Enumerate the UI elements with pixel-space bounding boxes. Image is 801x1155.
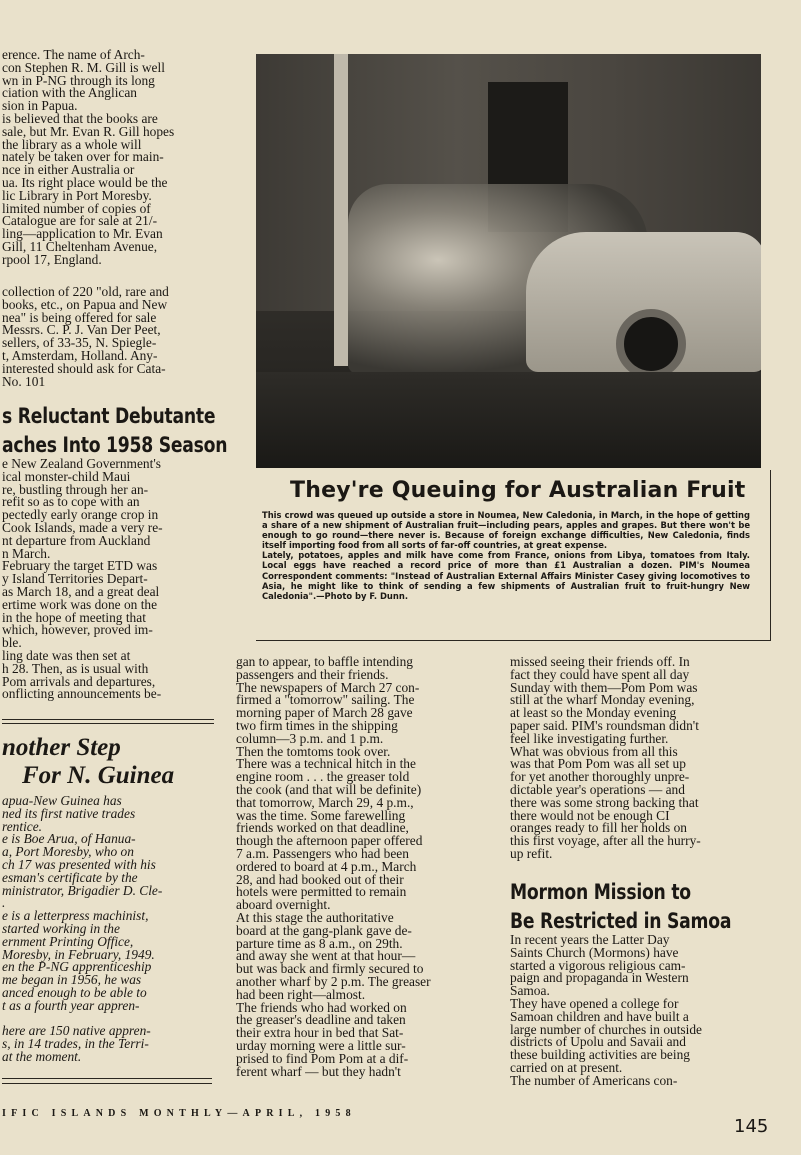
col3-paragraph-pompom-cont: missed seeing their friends off. In fact they could have spent all day Sunday with them—Pom Pom was still at the wharf Monday evening, at least so the Monday evening paper said. PIM's roundsman didn't feel like investigating further. What was obvious from all this was that Pom Pom was all set up for yet another thoroughly unpre- dictable year's operations — and there was some strong backing that there would not be enough CI oranges ready to fill her holds on this first voyage, after all the hurry- up refit. (510, 654, 701, 861)
section-divider-top (2, 719, 214, 720)
col3-paragraph-mormon: In recent years the Latter Day Saints Church (Mormons) have started a vigorous religious cam- paign and propaganda in Western Samoa. They have opened a college for Samoan children and have built a large number of churches in outside districts of Upolu and Savaii and these building activities are being carried on at present. The number of Americans con- (510, 932, 702, 1088)
caption-text: This crowd was queued up outside a store in Noumea, New Caledonia, in March, in the hope of getting a share of a new shipment of Australian fruit—including pears, apples and grapes. But there won't be enough to go round—there never is. Because of foreign exchange difficulties, New Caledonia, finds itself importing food from all sorts of far-off countries, at great expense. Lately, potatoes, apples and milk have come from France, onions from Libya, tomatoes from Italy. Local eggs have reached a record price of more than £1 Australian a dozen. PIM's Noumea Correspondent comments: "Instead of Australian External Affairs Minister Casey giving locomotives to Asia, he might like to think of sending a few shipments of Australian fruit to fruit-hungry New Caledonia".—Photo by F. Dunn. (262, 510, 750, 601)
running-footer: IFIC ISLANDS MONTHLY—APRIL, 1958 (2, 1108, 356, 1119)
col2-paragraph-pompom: gan to appear, to baffle intending passengers and their friends. The newspapers of March 27 con- firmed a "tomorrow" sailing. The morning paper of March 28 gave two firm times in the shipping column—3 p.m. and 1 p.m. Then the tomtoms took over. There was a technical hitch in the engine room . . . the greaser told the cook (and that will be definite) that tomorrow, March 29, 4 p.m., was the time. Some farewelling friends worked on that deadline, though the afternoon paper offered 7 a.m. Passengers who had been ordered to board at 4 p.m., March 28, and had booked out of their hotels were permitted to remain aboard overnight. At this stage the authoritative board at the gang-plank gave de- parture time as 8 a.m., on 29th. and away she went at that hour— but was back and firmly secured to another wharf by 2 p.m. The greaser had been right—almost. The friends who had worked on the greaser's deadline and taken their extra hour in bed that Sat- urday morning were a little sur- prised to find Pom Pom at a dif- ferent wharf — but they hadn't (236, 654, 431, 1079)
page-number: 145 (734, 1116, 769, 1137)
article-heading-new-guinea (2, 734, 174, 790)
heading-line-2: aches Into 1958 Season (2, 433, 228, 457)
col1-paragraph-collection: collection of 220 "old, rare and books, etc., on Papua and New nea" is being offered for sale Messrs. C. P. J. Van Der Peet, sellers, of 33-35, N. Spiegle- t, Amsterdam, Holland. Any- interested should ask for Cata- No. 101 (2, 284, 169, 389)
section-divider-bottom-2 (2, 1083, 212, 1084)
article-heading-debutante (2, 404, 277, 458)
heading-line-1: nother Step (2, 734, 121, 761)
photo-queue-noumea (256, 54, 761, 468)
heading-line-1: s Reluctant Debutante (2, 404, 216, 428)
photo-road (256, 372, 761, 468)
photo-car-wheel (616, 309, 686, 379)
section-divider-bottom (2, 1078, 212, 1079)
col1-paragraph-maui-pomare: e New Zealand Government's ical monster-child Maui re, bustling through her an- refit so as to cope with an pectedly early orange crop in Cook Islands, made a very re- nt departure from Auckland n March. February the target ETD was y Island Territories Depart- as March 18, and a great deal ertime work was done on the in the hope of meeting that which, however, proved im- ble. ling date was then set at h 28. Then, as is usual with Pom arrivals and departures, onflicting announcements be- (2, 456, 163, 702)
heading-line-2: For N. Guinea (22, 762, 175, 789)
article-heading-mormon (510, 880, 780, 934)
heading-line-2: Be Restricted in Samoa (510, 909, 732, 933)
col1-paragraph-apprentice: apua-New Guinea has ned its first native trades rentice. e is Boe Arua, of Hanua- a, Port Moresby, who on ch 17 was presented with his esman's certificate by the ministrator, Brigadier D. Cle- . e is a letterpress machinist, started working in the ernment Printing Office, Moresby, in February, 1949. en the P-NG apprenticeship me began in 1956, he was anced enough to be able to t as a fourth year appren- here are 150 native appren- s, in 14 trades, in the Terri- at the moment. (2, 793, 163, 1064)
caption-title: They're Queuing for Australian Fruit (290, 478, 746, 503)
heading-line-1: Mormon Mission to (510, 880, 691, 904)
photo-pillar (334, 54, 348, 366)
section-divider-top-2 (2, 723, 214, 724)
col1-paragraph-archdeacon: erence. The name of Arch- con Stephen R. M. Gill is well wn in P-NG through its long ciation with the Anglican sion in Papua. is believed that the books are sale, but Mr. Evan R. Gill hopes the library as a whole will nately be taken over for main- nce in either Australia or ua. Its right place would be the lic Library in Port Moresby. limited number of copies of Catalogue are for sale at 21/- ling—application to Mr. Evan Gill, 11 Cheltenham Avenue, rpool 17, England. (2, 47, 175, 267)
